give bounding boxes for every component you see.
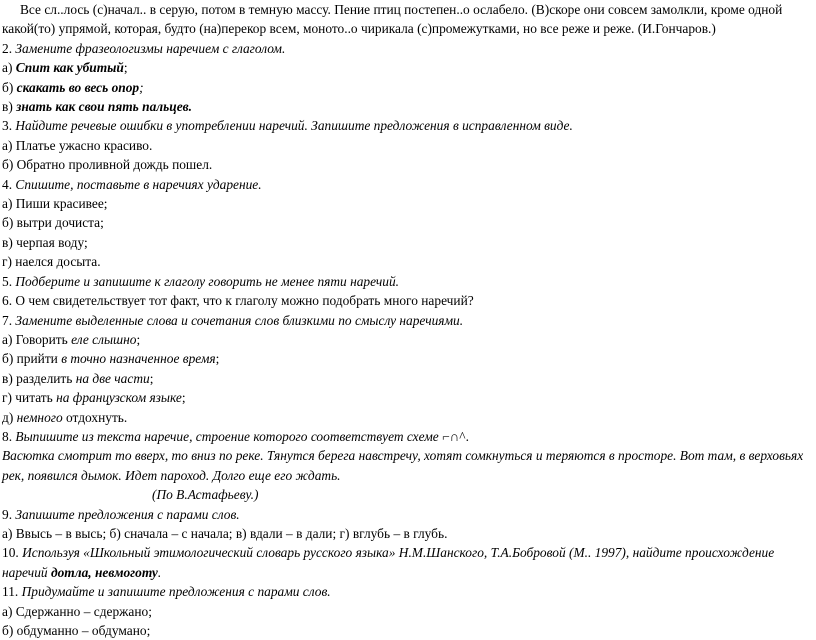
task-text: Найдите речевые ошибки в употреблении наречий. Запишите предложения в исправленном виде. [15, 118, 573, 134]
task-end: . [157, 564, 162, 580]
task-number: 4. [2, 176, 16, 192]
task-number: 3. [2, 118, 16, 134]
task-9-item-a: а) Ввысь – в высь; б) сначала – с начала; в) вдали – в дали; г) вглубь – в глубь. [2, 525, 448, 541]
item-end: ; [123, 60, 128, 76]
item-phrase: еле слышно [71, 331, 137, 347]
task-7-item-b [2, 349, 810, 368]
task-11-heading [2, 582, 810, 601]
task-text: Замените выделенные слова и сочетания слов близкими по смыслу наречиями. [15, 312, 464, 328]
item-phrase: на две части [75, 370, 150, 386]
task-2-item-b [2, 78, 810, 97]
task-7-heading [2, 311, 810, 330]
item-end: . [188, 99, 192, 115]
item-phrase: немного [16, 409, 63, 425]
item-end: ; [139, 79, 144, 95]
task-2-item-a [2, 58, 810, 77]
task-5-heading [2, 272, 810, 291]
item-label: б) [2, 79, 17, 95]
item-label: в) [2, 99, 17, 115]
item-label: д) [2, 409, 17, 425]
task-7-item-e [2, 408, 810, 427]
item-end: ; [149, 370, 154, 386]
task-number: 7. [2, 312, 16, 328]
item-end: ; [215, 351, 220, 367]
task-7-item-d [2, 388, 810, 407]
item-label: б) прийти [2, 351, 62, 367]
task-words: дотла, невмоготу [50, 564, 158, 580]
task-text: Выпишите из текста наречие, строение которого соответствует схеме [15, 428, 443, 444]
task-4-item-b: б) вытри дочиста; [2, 215, 104, 231]
task-8-source: (По В.Астафьеву.) [152, 487, 259, 503]
task-number: 5. [2, 273, 16, 289]
task-7-item-c [2, 369, 810, 388]
morpheme-scheme: ⌐∩^. [442, 428, 469, 444]
task-8-text: Васютка смотрит то вверх, то вниз по реке. Тянутся берега навстречу, хотят сомкнуться и теряются в просторе. Вот там, в верховьях рек, появился дымок. Идет пароход. Долго еще его ждать. [2, 448, 804, 483]
task-4-item-d: г) наелся досыта. [2, 254, 101, 270]
item-label: а) Говорить [2, 331, 72, 347]
task-number: 2. [2, 40, 16, 56]
task-number: 8. [2, 428, 16, 444]
task-4-item-a: а) Пиши красивее; [2, 196, 108, 212]
item-label: а) [2, 60, 16, 76]
task-7-item-a [2, 330, 810, 349]
item-phrase: на французском языке [56, 390, 182, 406]
item-end: отдохнуть. [62, 409, 128, 425]
task-number: 10. [2, 545, 23, 561]
task-text: Запишите предложения с парами слов. [15, 506, 240, 522]
item-label: г) читать [2, 390, 57, 406]
item-label: в) разделить [2, 370, 76, 386]
task-9-heading [2, 505, 810, 524]
task-3-heading [2, 116, 810, 135]
task-text: Спишите, поставьте в наречиях ударение. [15, 176, 262, 192]
task-text: Замените фразеологизмы наречием с глаголом. [15, 40, 286, 56]
task-6-heading: 6. О чем свидетельствует тот факт, что к глаголу можно подобрать много наречий? [2, 293, 474, 309]
task-10-heading [2, 543, 810, 582]
task-4-heading [2, 175, 810, 194]
task-text: Придумайте и запишите предложения с парами слов. [21, 584, 331, 600]
task-11-item-a: а) Сдержанно – сдержано; [2, 603, 152, 619]
task-3-item-a: а) Платье ужасно красиво. [2, 137, 153, 153]
intro-paragraph: Все сл..лось (с)начал.. в серую, потом в темную массу. Пение птиц постепен..о ослабело. (В)скоре они совсем замолкли, кроме одной какой(то) упрямой, которая, будто (на)перекор всем, моното..о чирикала (с)промежутками, но все реже и реже. (И.Гончаров.) [2, 2, 783, 37]
item-phrase: знать как свои пять пальцев [16, 99, 189, 115]
task-text: Подберите и запишите к глаголу говорить не менее пяти наречий. [15, 273, 400, 289]
item-phrase: Спит как убитый [15, 60, 124, 76]
task-number: 9. [2, 506, 16, 522]
task-8-heading [2, 427, 810, 446]
item-phrase: в точно назначенное время [61, 351, 216, 367]
task-3-item-b: б) Обратно проливной дождь пошел. [2, 157, 213, 173]
item-phrase: скакать во весь опор [16, 79, 140, 95]
task-2-item-c [2, 97, 810, 116]
task-2-heading [2, 39, 810, 58]
task-text: Используя «Школьный этимологический словарь русского языка» Н.М.Шанского, Т.А.Бобровой (М.. 1997), найдите происхождение наречий [2, 545, 775, 580]
task-number: 11. [2, 584, 22, 600]
task-4-item-c: в) черпая воду; [2, 234, 88, 250]
task-11-item-b: б) обдуманно – обдумано; [2, 623, 151, 638]
item-end: ; [136, 331, 141, 347]
item-end: ; [181, 390, 186, 406]
